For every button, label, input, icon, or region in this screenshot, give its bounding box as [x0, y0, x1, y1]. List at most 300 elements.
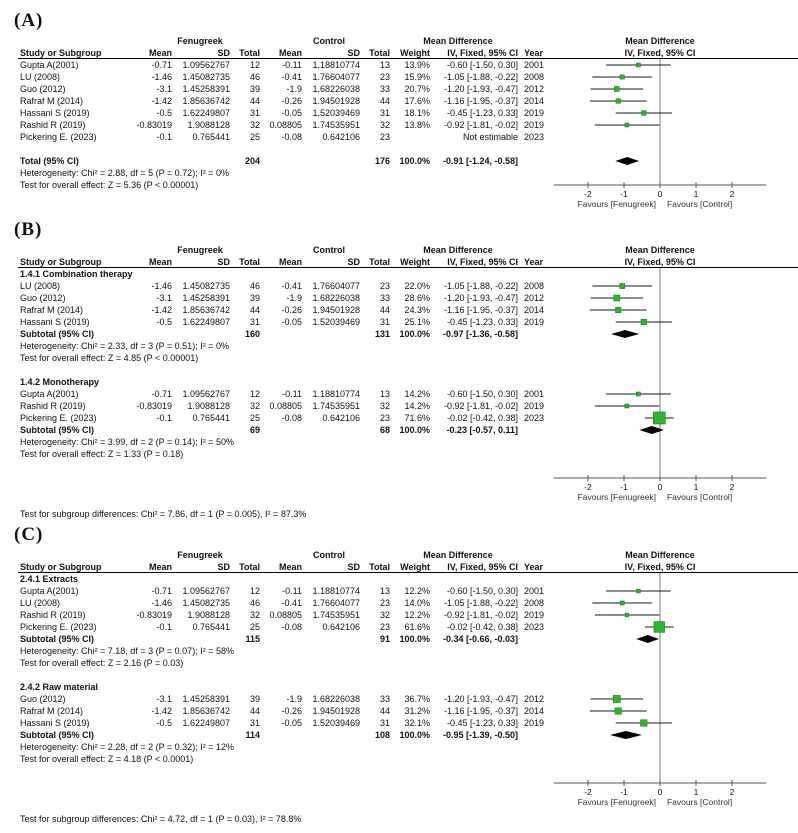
col-mean: Mean — [278, 257, 302, 267]
control-group-header: Control — [313, 245, 345, 255]
stats-note: Test for overall effect: Z = 5.36 (P < 0.00001) — [20, 180, 199, 190]
total-2: 176 — [374, 156, 390, 166]
favours-left-label: Favours [Fenugreek] — [577, 199, 657, 209]
mean-1: -0.1 — [156, 413, 172, 423]
study-row — [18, 131, 798, 143]
plot-effect-header: Mean Difference — [625, 245, 695, 255]
axis-tick-label: 1 — [693, 482, 699, 492]
col-total: Total — [239, 48, 260, 58]
sd-2: 1.94501928 — [312, 706, 360, 716]
weight: 12.2% — [404, 586, 430, 596]
weight: 100.0% — [399, 156, 430, 166]
panel-c-forest-plot — [18, 549, 798, 825]
study-row — [18, 400, 798, 412]
total-1: 46 — [249, 281, 260, 291]
axis-tick-label: 1 — [693, 787, 699, 797]
mean-1: -1.46 — [151, 281, 172, 291]
total-1: 46 — [249, 598, 260, 608]
axis-tick-label: 2 — [729, 787, 735, 797]
note-row — [18, 741, 798, 753]
study-row — [18, 107, 798, 119]
study-row — [18, 388, 798, 400]
stats-note: Test for overall effect: Z = 4.18 (P < 0.0001) — [20, 754, 194, 764]
axis-tick-label: 2 — [729, 482, 735, 492]
axis-tick-label: 1 — [693, 189, 699, 199]
year: 2019 — [524, 610, 545, 620]
subgroup-title: 1.4.1 Combination therapy — [20, 269, 133, 279]
ci-text: -0.60 [-1.50, 0.30] — [446, 586, 518, 596]
year: 2023 — [524, 622, 545, 632]
year: 2019 — [524, 120, 545, 130]
note-row — [18, 448, 798, 460]
year: 2012 — [524, 84, 545, 94]
subgroup-title: 2.4.1 Extracts — [20, 574, 79, 584]
stats-note: Test for overall effect: Z = 2.16 (P = 0.03) — [20, 658, 184, 668]
blank-row — [18, 460, 798, 472]
study-row — [18, 316, 798, 328]
total-2: 33 — [379, 84, 390, 94]
ci-text: -0.92 [-1.81, -0.02] — [443, 610, 518, 620]
study-name: Hassani S (2019) — [20, 317, 90, 327]
study-row — [18, 597, 798, 609]
sd-2: 1.76604077 — [312, 72, 360, 82]
weight: 15.9% — [404, 72, 430, 82]
mean-2: -1.9 — [286, 84, 302, 94]
total-2: 23 — [379, 622, 390, 632]
plot-effect-subheader: IV, Fixed, 95% CI — [624, 257, 696, 267]
study-row — [18, 95, 798, 107]
blank-row — [18, 191, 798, 203]
sd-1: 1.9088128 — [187, 120, 230, 130]
total-2: 31 — [379, 317, 390, 327]
study-name: Guo (2012) — [20, 694, 66, 704]
mean-1: -0.71 — [151, 586, 172, 596]
weight: 14.2% — [404, 389, 430, 399]
ci-text: -1.05 [-1.88, -0.22] — [443, 72, 518, 82]
col-total: Total — [239, 257, 260, 267]
year: 2023 — [524, 413, 545, 423]
study-row — [18, 71, 798, 83]
study-name: Gupta A(2001) — [20, 389, 79, 399]
colhdr-row — [18, 561, 798, 573]
total-1: 114 — [245, 730, 260, 740]
total-2: 91 — [379, 634, 390, 644]
mean-2: 0.08805 — [269, 610, 302, 620]
note-row — [18, 352, 798, 364]
total-2: 33 — [379, 694, 390, 704]
mean-2: -0.05 — [281, 718, 302, 728]
sd-1: 0.765441 — [192, 413, 230, 423]
sd-1: 1.62249807 — [182, 317, 230, 327]
mean-2: -0.08 — [281, 132, 302, 142]
col-sd: SD — [347, 257, 360, 267]
study-name: Rafraf M (2014) — [20, 96, 84, 106]
study-name: Rashid R (2019) — [20, 610, 86, 620]
favours-right-label: Favours [Control] — [666, 492, 733, 502]
sd-1: 1.9088128 — [187, 401, 230, 411]
weight: 32.1% — [404, 718, 430, 728]
col-total: Total — [239, 562, 260, 572]
study-name: LU (2008) — [20, 281, 61, 291]
total-1: 69 — [249, 425, 260, 435]
study-row — [18, 585, 798, 597]
total-label: Subtotal (95% CI) — [20, 425, 95, 435]
subgroup-title: 2.4.2 Raw material — [20, 682, 99, 692]
mean-2: -0.26 — [281, 96, 302, 106]
study-name: Pickering E. (2023) — [20, 622, 97, 632]
ci-text: -0.60 [-1.50, 0.30] — [446, 60, 518, 70]
mean-1: -0.83019 — [136, 120, 172, 130]
year: 2001 — [524, 60, 545, 70]
study-name: Hassani S (2019) — [20, 718, 90, 728]
study-row — [18, 280, 798, 292]
col-weight: Weight — [400, 257, 430, 267]
panel-b-forest-plot — [18, 244, 798, 520]
mean-1: -0.71 — [151, 389, 172, 399]
favours-left-label: Favours [Fenugreek] — [577, 797, 657, 807]
sd-2: 1.18810774 — [312, 60, 360, 70]
note-row — [18, 179, 798, 191]
total-2: 13 — [379, 586, 390, 596]
study-name: Gupta A(2001) — [20, 60, 79, 70]
year: 2008 — [524, 72, 545, 82]
total-1: 44 — [249, 706, 260, 716]
col-weight: Weight — [400, 562, 430, 572]
plot-effect-header: Mean Difference — [625, 36, 695, 46]
weight: 12.2% — [404, 610, 430, 620]
sd-1: 1.09562767 — [182, 586, 230, 596]
mean-2: 0.08805 — [269, 401, 302, 411]
panel-c — [0, 524, 798, 825]
total-1: 25 — [249, 413, 260, 423]
section-row — [18, 681, 798, 693]
study-row — [18, 292, 798, 304]
sd-2: 0.642106 — [322, 413, 360, 423]
total-2: 23 — [379, 413, 390, 423]
year: 2001 — [524, 389, 545, 399]
effect-measure-header: Mean Difference — [423, 550, 493, 560]
note-row — [18, 645, 798, 657]
total-1: 39 — [249, 293, 260, 303]
weight: 22.0% — [404, 281, 430, 291]
stats-note: Test for subgroup differences: Chi² = 7.86, df = 1 (P = 0.005), I² = 87.3% — [20, 509, 307, 519]
study-row — [18, 693, 798, 705]
weight: 28.6% — [404, 293, 430, 303]
stats-note: Heterogeneity: Chi² = 2.33, df = 3 (P = 0.51); I² = 0% — [20, 341, 229, 351]
weight: 100.0% — [399, 425, 430, 435]
sd-2: 1.52039469 — [312, 317, 360, 327]
total-row — [18, 424, 798, 436]
sd-1: 1.62249807 — [182, 108, 230, 118]
total-1: 25 — [249, 622, 260, 632]
total-1: 12 — [249, 60, 260, 70]
sd-1: 1.62249807 — [182, 718, 230, 728]
sd-1: 1.45082735 — [182, 598, 230, 608]
total-1: 12 — [249, 586, 260, 596]
colhdr-row — [18, 256, 798, 268]
axis-tick-label: 0 — [657, 787, 663, 797]
ci-text: -1.16 [-1.95, -0.37] — [443, 96, 518, 106]
stats-note: Heterogeneity: Chi² = 7.18, df = 3 (P = 0.07); I² = 58% — [20, 646, 234, 656]
weight: 31.2% — [404, 706, 430, 716]
blank-row — [18, 765, 798, 777]
axis-tick-label: -1 — [620, 787, 628, 797]
favours-right-label: Favours [Control] — [666, 797, 733, 807]
grouphdr-row — [18, 244, 798, 256]
blank-row — [18, 801, 798, 813]
total-1: 32 — [249, 610, 260, 620]
study-name: Gupta A(2001) — [20, 586, 79, 596]
col-year: Year — [524, 562, 544, 572]
total-2: 23 — [379, 281, 390, 291]
sd-2: 1.52039469 — [312, 718, 360, 728]
ci-text: -0.92 [-1.81, -0.02] — [443, 120, 518, 130]
subgroup-title: 1.4.2 Monotherapy — [20, 377, 100, 387]
col-study: Study or Subgroup — [20, 257, 102, 267]
ci-text: -1.16 [-1.95, -0.37] — [443, 706, 518, 716]
total-label: Subtotal (95% CI) — [20, 634, 95, 644]
col-mean: Mean — [278, 48, 302, 58]
weight: 100.0% — [399, 329, 430, 339]
ci-text: -1.05 [-1.88, -0.22] — [443, 598, 518, 608]
axis-tick-label: -2 — [584, 482, 592, 492]
axis-tick-label: -1 — [620, 482, 628, 492]
total-1: 115 — [245, 634, 260, 644]
sd-2: 1.76604077 — [312, 281, 360, 291]
blank-row — [18, 777, 798, 789]
stats-note: Heterogeneity: Chi² = 2.88, df = 5 (P = 0.72); I² = 0% — [20, 168, 229, 178]
sd-2: 1.68226038 — [312, 293, 360, 303]
sd-2: 1.94501928 — [312, 305, 360, 315]
sd-1: 1.09562767 — [182, 389, 230, 399]
mean-2: -1.9 — [286, 293, 302, 303]
col-total: Total — [369, 48, 390, 58]
col-sd: SD — [217, 48, 230, 58]
year: 2019 — [524, 401, 545, 411]
weight: 100.0% — [399, 634, 430, 644]
panel-c-label: (C) — [14, 524, 44, 545]
weight: 25.1% — [404, 317, 430, 327]
study-name: LU (2008) — [20, 72, 61, 82]
ci-text: -1.20 [-1.93, -0.47] — [443, 293, 518, 303]
sd-2: 1.18810774 — [312, 389, 360, 399]
mean-2: -0.05 — [281, 108, 302, 118]
sd-1: 1.45258391 — [182, 694, 230, 704]
mean-1: -3.1 — [156, 293, 172, 303]
sd-1: 0.765441 — [192, 622, 230, 632]
plot-effect-subheader: IV, Fixed, 95% CI — [624, 562, 696, 572]
total-1: 12 — [249, 389, 260, 399]
stats-note: Test for overall effect: Z = 1.33 (P = 0.18) — [20, 449, 184, 459]
total-1: 39 — [249, 694, 260, 704]
col-total: Total — [369, 562, 390, 572]
total-2: 44 — [379, 706, 390, 716]
experimental-group-header: Fenugreek — [177, 36, 223, 46]
sd-1: 0.765441 — [192, 132, 230, 142]
sd-2: 1.52039469 — [312, 108, 360, 118]
total-2: 32 — [379, 610, 390, 620]
panel-b-label: (B) — [14, 219, 43, 240]
plot-effect-header: Mean Difference — [625, 550, 695, 560]
mean-1: -1.42 — [151, 305, 172, 315]
ci-text: -0.45 [-1.23, 0.33] — [446, 718, 518, 728]
control-group-header: Control — [313, 550, 345, 560]
weight: 61.6% — [404, 622, 430, 632]
col-ci: IV, Fixed, 95% CI — [447, 48, 518, 58]
ci-text: -1.20 [-1.93, -0.47] — [443, 84, 518, 94]
col-year: Year — [524, 257, 544, 267]
total-label: Total (95% CI) — [20, 156, 79, 166]
mean-1: -0.71 — [151, 60, 172, 70]
sd-2: 1.74535951 — [312, 610, 360, 620]
col-mean: Mean — [278, 562, 302, 572]
mean-1: -0.83019 — [136, 610, 172, 620]
total-2: 131 — [374, 329, 390, 339]
stats-note: Heterogeneity: Chi² = 3.99, df = 2 (P = 0.14); I² = 50% — [20, 437, 234, 447]
mean-1: -0.1 — [156, 132, 172, 142]
col-sd: SD — [217, 562, 230, 572]
total-2: 31 — [379, 108, 390, 118]
effect-measure-header: Mean Difference — [423, 245, 493, 255]
total-2: 32 — [379, 401, 390, 411]
col-mean: Mean — [148, 562, 172, 572]
mean-2: -0.11 — [282, 60, 302, 70]
mean-2: -0.11 — [282, 389, 302, 399]
study-name: LU (2008) — [20, 598, 61, 608]
sd-2: 1.94501928 — [312, 96, 360, 106]
sd-1: 1.45082735 — [182, 72, 230, 82]
total-2: 33 — [379, 293, 390, 303]
mean-2: -1.9 — [286, 694, 302, 704]
ci-text: -0.34 [-0.66, -0.03] — [442, 634, 518, 644]
mean-1: -1.46 — [151, 72, 172, 82]
year: 2008 — [524, 281, 545, 291]
sd-2: 1.74535951 — [312, 120, 360, 130]
total-2: 23 — [379, 132, 390, 142]
total-row — [18, 729, 798, 741]
ci-text: -1.20 [-1.93, -0.47] — [443, 694, 518, 704]
col-sd: SD — [347, 562, 360, 572]
blank-row — [18, 143, 798, 155]
study-row — [18, 83, 798, 95]
sd-1: 1.85636742 — [182, 706, 230, 716]
blank-row — [18, 472, 798, 484]
mean-2: -0.26 — [281, 305, 302, 315]
sd-1: 1.09562767 — [182, 60, 230, 70]
year: 2014 — [524, 96, 545, 106]
sd-2: 1.68226038 — [312, 84, 360, 94]
mean-1: -1.46 — [151, 598, 172, 608]
mean-2: -0.41 — [281, 72, 302, 82]
study-name: Rafraf M (2014) — [20, 305, 84, 315]
total-2: 44 — [379, 305, 390, 315]
total-2: 108 — [374, 730, 390, 740]
mean-2: -0.08 — [281, 413, 302, 423]
mean-2: -0.11 — [282, 586, 302, 596]
panel-a — [0, 10, 798, 215]
axis-tick-label: 0 — [657, 482, 663, 492]
study-row — [18, 304, 798, 316]
total-label: Subtotal (95% CI) — [20, 329, 95, 339]
mean-1: -0.83019 — [136, 401, 172, 411]
note-row — [18, 340, 798, 352]
blank-row — [18, 364, 798, 376]
note-row — [18, 508, 798, 520]
total-2: 44 — [379, 96, 390, 106]
mean-1: -1.42 — [151, 706, 172, 716]
sd-1: 1.45258391 — [182, 84, 230, 94]
sd-2: 0.642106 — [322, 622, 360, 632]
year: 2012 — [524, 694, 545, 704]
total-1: 39 — [249, 84, 260, 94]
col-sd: SD — [217, 257, 230, 267]
year: 2019 — [524, 108, 545, 118]
total-2: 13 — [379, 60, 390, 70]
blank-row — [18, 496, 798, 508]
col-study: Study or Subgroup — [20, 48, 102, 58]
stats-note: Heterogeneity: Chi² = 2.28, df = 2 (P = 0.32); I² = 12% — [20, 742, 234, 752]
mean-1: -3.1 — [156, 694, 172, 704]
study-name: Hassani S (2019) — [20, 108, 90, 118]
axis-tick-label: -2 — [584, 787, 592, 797]
total-row — [18, 155, 798, 167]
mean-1: -0.1 — [156, 622, 172, 632]
total-1: 44 — [249, 305, 260, 315]
ci-text: -0.97 [-1.36, -0.58] — [442, 329, 518, 339]
favours-left-label: Favours [Fenugreek] — [577, 492, 657, 502]
sd-1: 1.85636742 — [182, 96, 230, 106]
ci-text: -1.05 [-1.88, -0.22] — [443, 281, 518, 291]
ci-text: -1.16 [-1.95, -0.37] — [443, 305, 518, 315]
total-label: Subtotal (95% CI) — [20, 730, 95, 740]
total-1: 46 — [249, 72, 260, 82]
study-name: Guo (2012) — [20, 84, 66, 94]
study-name: Rashid R (2019) — [20, 401, 86, 411]
note-row — [18, 436, 798, 448]
axis-tick-label: -2 — [584, 189, 592, 199]
sd-2: 1.18810774 — [312, 586, 360, 596]
panel-a-forest-plot — [18, 35, 798, 215]
favours-right-label: Favours [Control] — [666, 199, 733, 209]
col-total: Total — [369, 257, 390, 267]
study-name: Pickering E. (2023) — [20, 413, 97, 423]
ci-text: -0.60 [-1.50, 0.30] — [446, 389, 518, 399]
note-row — [18, 813, 798, 825]
weight: 71.6% — [404, 413, 430, 423]
col-study: Study or Subgroup — [20, 562, 102, 572]
year: 2008 — [524, 598, 545, 608]
total-1: 31 — [249, 718, 260, 728]
col-mean: Mean — [148, 257, 172, 267]
col-year: Year — [524, 48, 544, 58]
note-row — [18, 657, 798, 669]
grouphdr-row — [18, 35, 798, 47]
col-ci: IV, Fixed, 95% CI — [447, 257, 518, 267]
year: 2014 — [524, 706, 545, 716]
blank-row — [18, 484, 798, 496]
sd-1: 1.85636742 — [182, 305, 230, 315]
experimental-group-header: Fenugreek — [177, 245, 223, 255]
sd-2: 1.74535951 — [312, 401, 360, 411]
sd-2: 1.76604077 — [312, 598, 360, 608]
section-row — [18, 268, 798, 280]
ci-text: -0.45 [-1.23, 0.33] — [446, 317, 518, 327]
mean-2: -0.26 — [281, 706, 302, 716]
section-row — [18, 376, 798, 388]
year: 2019 — [524, 718, 545, 728]
study-row — [18, 119, 798, 131]
mean-1: -0.5 — [156, 108, 172, 118]
